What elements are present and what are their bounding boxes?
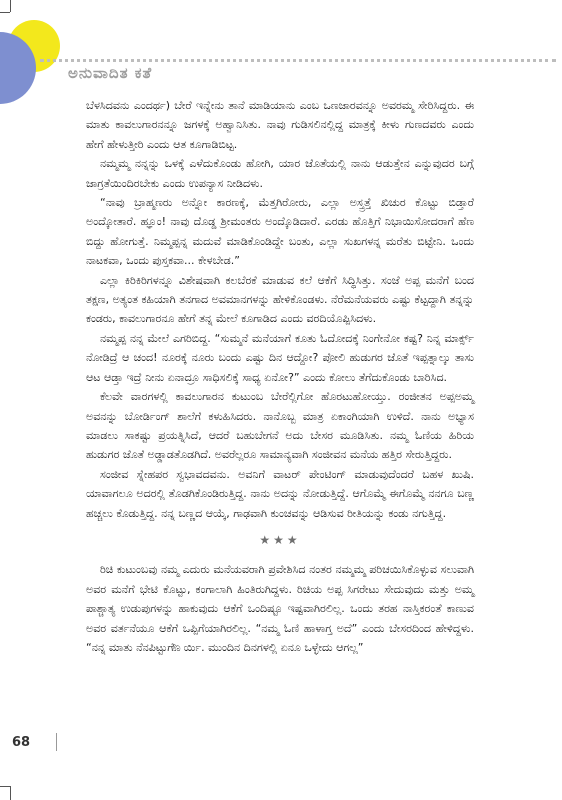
- paragraph: ಕೆಲವೇ ವಾರಗಳಲ್ಲಿ ಕಾವಲುಗಾರನ ಕುಟುಂಬ ಬೇರೆಲ್ಲಿಗೋ ಹೊರಟುಹೋಯ್ತು. ರಂಜೀತನ ಅಪ್ಪಅಮ್ಮ ಅವನನ್ನು ಬೋರ್ಡಿಂಗ್ ಶಾಲೆಗೆ ಕಳುಹಿಸಿದರು. ನಾನೊಬ್ಬ ಮಾತ್ರ ಏಕಾಂಗಿಯಾಗಿ ಉಳಿದೆ. ನಾನು ಅಭ್ಯಾಸ ಮಾಡಲು ಸಾಕಷ್ಟು ಪ್ರಯತ್ನಿಸಿದೆ, ಆದರೆ ಬಹುಬೇಗನೆ ಅದು ಬೇಸರ ಮೂಡಿಸಿತು. ನಮ್ಮ ಓಣಿಯ ಹಿರಿಯ ಹುಡುಗರ ಜೊತೆ ಅಡ್ಡಾಡತೊಡಗಿದೆ. ಅವರೆಲ್ಲರೂ ಸಾಮಾನ್ಯವಾಗಿ ಸಂಜೀವನ ಮನೆಯ ಹತ್ತಿರ ಸೇರುತ್ತಿದ್ದರು.: [86, 390, 474, 462]
- header-dotted-rule: [40, 59, 556, 62]
- article-body: [86, 96, 474, 657]
- section-separator-stars: ★★★: [259, 532, 301, 547]
- paragraph: ನಮ್ಮಮ್ಮ ನನ್ನನ್ನು ಒಳಕ್ಕೆ ಎಳೆದುಕೊಂಡು ಹೋಗಿ, ಯಾರ ಜೊತೆಯಲ್ಲಿ ನಾನು ಆಡುತ್ತೇನ ಎನ್ನುವುದರ ಬಗ್ಗೆ ಜಾಗ್ರತೆಯಿಂದಿರಬೇಕು ಎಂದು ಉಪನ್ಯಾಸ ನೀಡಿದಳು.: [86, 157, 474, 190]
- paragraph: ರಿಚಿ ಕುಟುಂಬವು ನಮ್ಮ ಎದುರು ಮನೆಯವರಾಗಿ ಪ್ರವೇಶಿಸಿದ ನಂತರ ನಮ್ಮಮ್ಮ ಪರಿಚಯಿಸಿಕೊಳ್ಳುವ ಸಲುವಾಗಿ ಅವರ ಮನೆಗೆ ಭೇಟಿ ಕೊಟ್ಟು, ಕಂಗಾಲಾಗಿ ಹಿಂತಿರುಗಿದ್ದಳು. ರಿಚಿಯ ಅಪ್ಪ ಸಿಗರೇಟು ಸೇದುವುದು ಮತ್ತು ಅಮ್ಮ ಪಾಶ್ಚಾತ್ಯ ಉಡುಪುಗಳನ್ನು ಹಾಕುವುದು ಆಕೆಗೆ ಒಂದಿಷ್ಟೂ ಇಷ್ಟವಾಗಿರಲಿಲ್ಲ. ಒಂದು ತರಹ ನಾಸ್ತಿಕರಂತೆ ಕಾಣುವ ಅವರ ವರ್ತನೆಯೂ ಆಕೆಗೆ ಒಪ್ಪಿಗೆಯಾಗಿರಲಿಲ್ಲ. “ನಮ್ಮ ಓಣಿ ಹಾಳಾಗ್ತ ಅದೆ” ಎಂದು ಬೇಸರದಿಂದ ಹೇಳಿದ್ದಳು. “ನನ್ನ ಮಾತು ನೆನಪಿಟ್ಟುಗೊ್ರ್ಯಿ. ಮುಂದಿನ ದಿನಗಳಲ್ಲಿ ಏನೂ ಒಳ್ಳೇದು ಆಗಲ್ಲ”: [86, 563, 474, 654]
- paragraph: ಎಲ್ಲಾ ಕಿರಿಕಿರಿಗಳನ್ನೂ ವಿಶೇಷವಾಗಿ ಕಲಬೆರಕೆ ಮಾಡುವ ಕಲೆ ಆಕೆಗೆ ಸಿದ್ಧಿಸಿತ್ತು. ಸಂಜೆ ಅಪ್ಪ ಮನೆಗೆ ಬಂದ ತಕ್ಷಣ, ಅತ್ಯಂತ ಕಹಿಯಾಗಿ ತನಗಾದ ಅವಮಾನಗಳನ್ನು ಹೇಳಿಕೊಂಡಳು. ನೆರೆಮನೆಯವರು ಎಷ್ಟು ಕೆಟ್ಟದ್ದಾಗಿ ತನ್ನನ್ನು ಕಂಡರು, ಕಾವಲುಗಾರನೂ ಹೇಗೆ ತನ್ನ ಮೇಲೆ ಕೂಗಾಡಿದ ಎಂದು ವರದಿಯೊಪ್ಪಿಸಿದಳು.: [86, 273, 474, 326]
- crop-mark-top-left-v: [10, 0, 11, 12]
- paragraph: ಬೆಳಸಿದವನು ಎಂದರ್ಥ) ಬೇರೆ ಇನ್ನೇನು ತಾನೆ ಮಾಡಿಯಾನು ಎಂಬ ಒಣಜಾರವನ್ನೂ ಅವರಮ್ಮ ಸೇರಿಸಿದ್ದರು. ಈ ಮಾತು ಕಾವಲುಗಾರನನ್ನೂ ಜಗಳಕ್ಕೆ ಅಹ್ವಾನಿಸಿತು. ನಾವು ಗುಡಿಸಲಿನಲ್ಲಿದ್ದ ಮಾತ್ರಕ್ಕೆ ಕೀಳು ಗುಣದವರು ಎಂದು ಹೇಗೆ ಹೇಳುತ್ತೀರಿ ಎಂದು ಆತ ಕೂಗಾಡಿಬಿಟ್ಟ.: [86, 99, 474, 151]
- page-number-divider: [56, 733, 57, 751]
- paragraph: ನಮ್ಮಪ್ಪ ನನ್ನ ಮೇಲೆ ಎಗರಿಬಿದ್ದ. “ಸುಮ್ಮನೆ ಮನೆಯಾಗೆ ಕೂತು ಓದೋದಕ್ಕೆ ನಿಂಗೇನೋ ಕಷ್ಟ? ನಿನ್ನ ಮಾರ್ಕ್ಸ್ ನೋಡಿದ್ರೆ ಆ ಚಂದ! ನೂರಕ್ಕೆ ನೂರು ಬಂದು ಎಷ್ಟು ದಿನ ಆದ್ದೋ? ಪೋಲಿ ಹುಡುಗರ ಜೊತೆ ಇಪ್ಪತ್ನಾಲ್ಕು ತಾಸು ಆಟ ಆಡ್ತಾ ಇದ್ರೆ ನೀನು ಏನಾದ್ರೂ ಸಾಧಿಸಲಿಕ್ಕೆ ಸಾಧ್ಯ ಏನೋ?” ಎಂದು ಕೋಲು ತೆಗೆದುಕೊಂಡು ಬಾರಿಸಿದ.: [86, 331, 474, 384]
- page-number: 68: [12, 735, 31, 750]
- paragraph: “ನಾವು ಬ್ರಾಹ್ಮಣರು ಅನ್ನೋ ಕಾರಣಕ್ಕೆ, ಮೆತ್ತಗಿರೋರು, ಎಲ್ಲಾ ಅಸ್ತ್ರತ್ತೆ ಖಿಚುರ ಕೊಟ್ಟು ಬಿಡ್ತಾರೆ ಅಂದ್ಕೋತಾರೆ. ಹ್ಞೂಂ! ನಾವು ದೊಡ್ಡ ಶ್ರೀಮಂತರು ಅಂದ್ಕೊಡಿದಾರೆ. ಎರಡು ಹೊತ್ತಿಗೆ ನಿಭಾಯಿಸೋದರಾಗೆ ಹೆಣ ಬಿದ್ದು ಹೋಗುತ್ತೆ. ನಿಮ್ಮಪ್ಪನ್ನ ಮದುವೆ ಮಾಡಿಕೊಂಡಿದ್ದೇ ಬಂತು, ಎಲ್ಲಾ ಸುಖಗಳನ್ನ ಮರೆತು ಬಿಟ್ಟೇನಿ. ಒಂದು ನಾಟಕವಾ, ಒಂದು ಪುಸ್ತಕವಾ... ಕೇಳಬೇಡ.”: [86, 196, 474, 268]
- paragraph: ಸಂಜೀವ ಸ್ನೇಹಪರ ಸ್ವಭಾವದವನು. ಅವನಿಗೆ ವಾಟರ್ ಪೇಂಟಿಂಗ್ ಮಾಡುವುದೆಂದರೆ ಬಹಳ ಖುಷಿ. ಯಾವಾಗಲೂ ಅದರಲ್ಲಿ ತೊಡಗಿಕೊಂಡಿರುತ್ತಿದ್ದ. ನಾನು ಅದನ್ನು ನೋಡುತ್ತಿದ್ದೆ. ಆಗೊಮ್ಮೆ ಈಗೊಮ್ಮೆ ನನಗೂ ಬಣ್ಣ ಹಚ್ಚಲು ಕೊಡುತ್ತಿದ್ದ. ನನ್ನ ಬಣ್ಣದ ಆಯ್ಕೆ, ಗಾಢವಾಗಿ ಕುಂಚವನ್ನು ಆಡಿಸುವ ರೀತಿಯನ್ನು ಕಂಡು ನಗುತ್ತಿದ್ದ.: [86, 467, 474, 520]
- crop-mark-bottom-left-v: [10, 786, 11, 800]
- crop-mark-top-left-h: [0, 12, 10, 13]
- section-title: ಅನುವಾದಿತ ಕತೆ: [68, 64, 153, 82]
- crop-mark-bottom-left-h: [0, 786, 10, 787]
